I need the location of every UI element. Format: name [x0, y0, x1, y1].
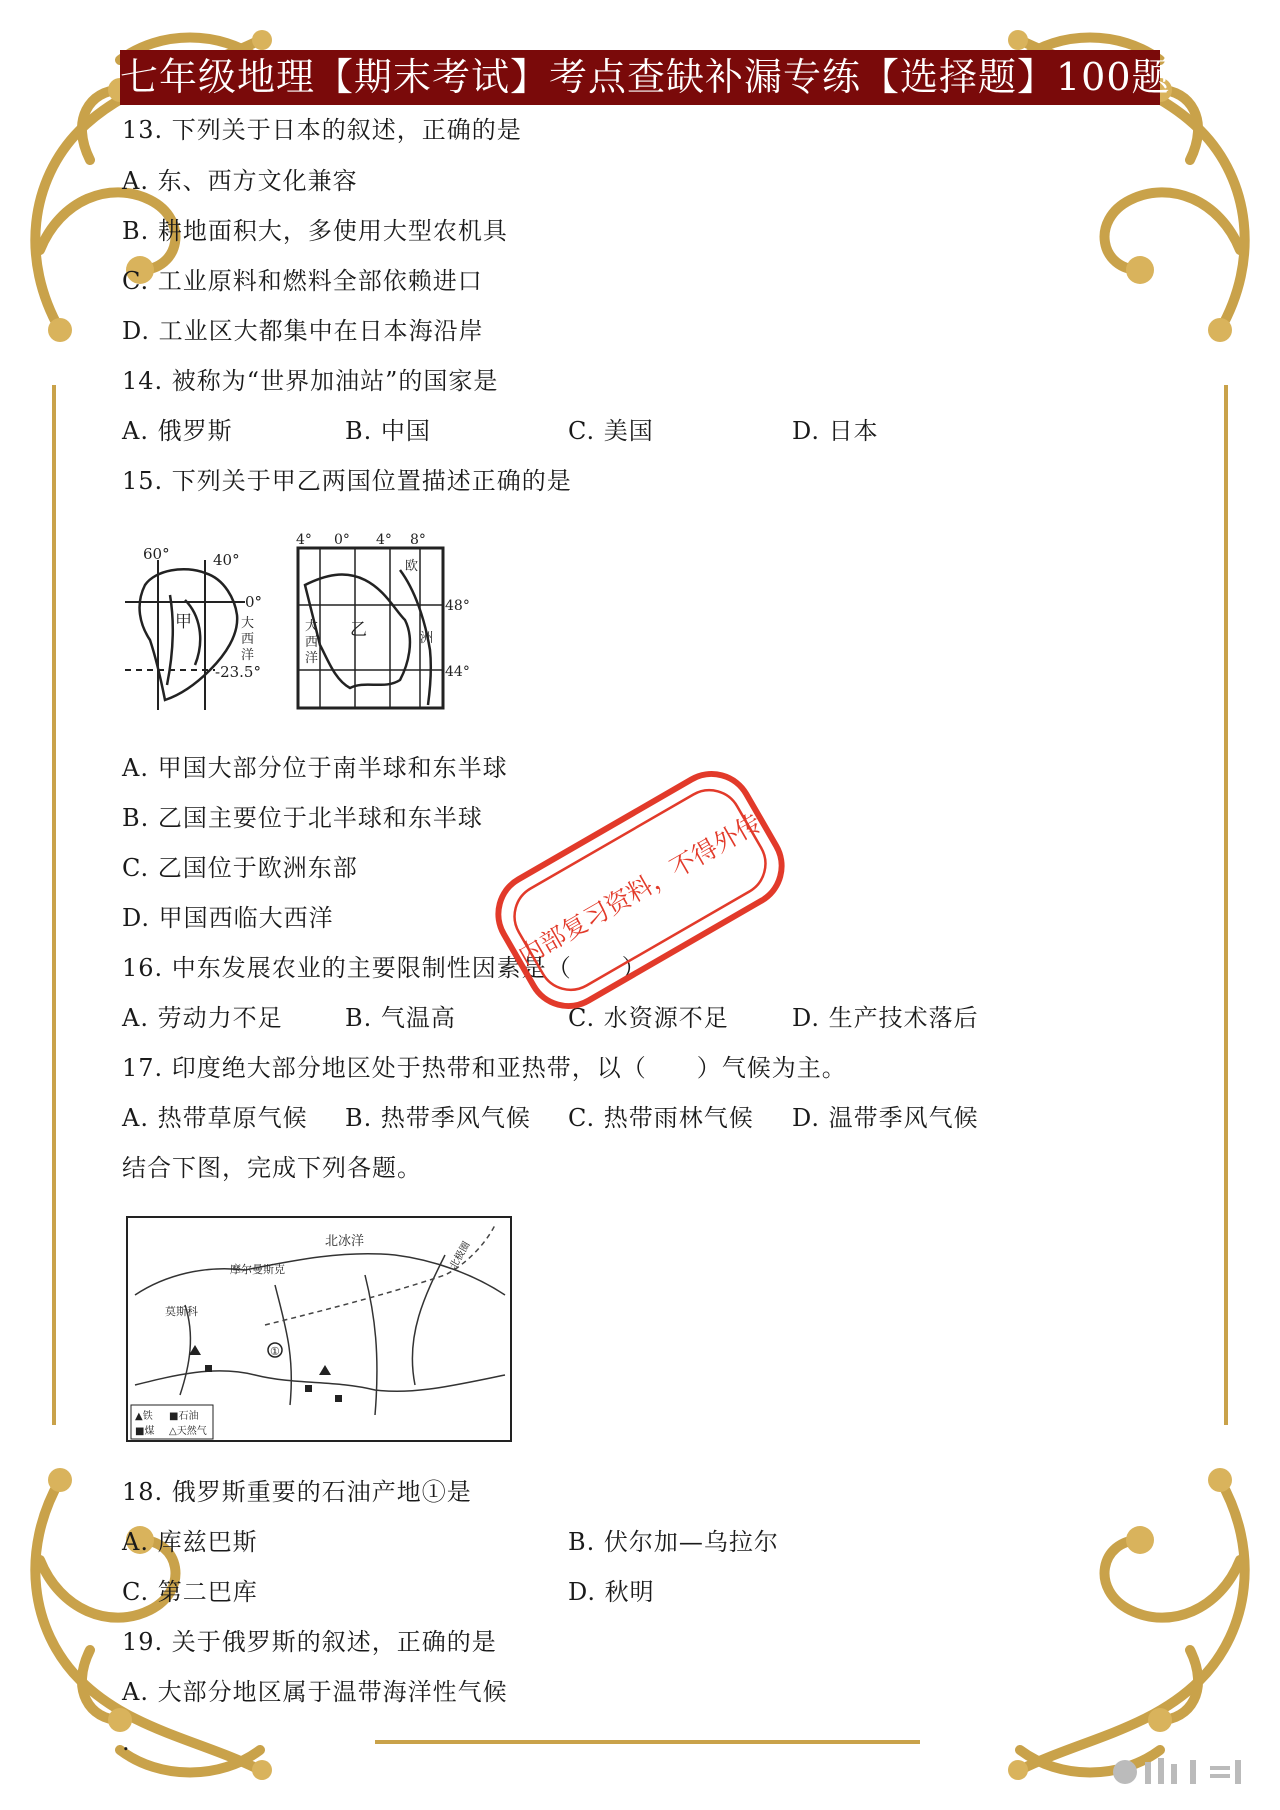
question-13-option-d: D. 工业区大都集中在日本海沿岸	[122, 317, 484, 345]
question-19-continuation: .	[122, 1728, 131, 1756]
watermark-stamp-text: 内部复习资料，不得外传	[513, 808, 767, 971]
question-18-option-a: A. 库兹巴斯	[122, 1528, 258, 1556]
map-country-jia	[125, 545, 285, 715]
map3-legend-gas: △天然气	[169, 1426, 207, 1437]
question-17-option-b: B. 热带季风气候	[345, 1104, 531, 1132]
question-17-option-d: D. 温带季风气候	[792, 1104, 979, 1132]
map2-lat-44: 44°	[445, 664, 470, 680]
question-15-stem: 15. 下列关于甲乙两国位置描述正确的是	[122, 467, 572, 495]
map1-ocean-char-3: 洋	[241, 648, 255, 663]
border-line-left	[52, 385, 56, 1425]
page-title: 七年级地理【期末考试】考点查缺补漏专练【选择题】100题	[120, 50, 1160, 105]
question-17-stem: 17. 印度绝大部分地区处于热带和亚热带，以（ ）气候为主。	[122, 1054, 847, 1082]
map2-continent-char-1: 欧	[405, 559, 419, 574]
map2-country-label: 乙	[350, 620, 367, 640]
map3-legend-oil: ■石油	[169, 1411, 199, 1422]
map2-ocean-char-3: 洋	[305, 651, 319, 666]
question-16-option-b: B. 气温高	[345, 1004, 456, 1032]
map3-city-moscow: 莫斯科	[165, 1305, 198, 1318]
question-14-stem: 14. 被称为“世界加油站”的国家是	[122, 367, 499, 395]
question-15-option-c: C. 乙国位于欧洲东部	[122, 854, 358, 882]
map2-lon-4w: 4°	[296, 532, 312, 548]
map1-lat-0: 0°	[245, 593, 263, 611]
question-15-option-b: B. 乙国主要位于北半球和东半球	[122, 804, 483, 832]
question-16-option-c: C. 水资源不足	[568, 1004, 729, 1032]
map1-ocean-char-1: 大	[241, 616, 255, 631]
question-14-option-b: B. 中国	[345, 417, 431, 445]
border-line-right	[1224, 385, 1228, 1425]
question-16-stem: 16. 中东发展农业的主要限制性因素是（ ）	[122, 954, 647, 982]
question-15-option-a: A. 甲国大部分位于南半球和东半球	[122, 754, 508, 782]
map3-city-murmansk: 摩尔曼斯克	[230, 1263, 285, 1276]
question-19-stem: 19. 关于俄罗斯的叙述，正确的是	[122, 1628, 497, 1656]
question-13-option-c: C. 工业原料和燃料全部依赖进口	[122, 267, 483, 295]
map3-legend-coal: ■煤	[135, 1426, 155, 1437]
map1-country-label: 甲	[175, 612, 192, 632]
instruction-text: 结合下图，完成下列各题。	[122, 1154, 422, 1182]
border-line-bottom	[375, 1740, 920, 1744]
question-13-option-b: B. 耕地面积大，多使用大型农机具	[122, 217, 508, 245]
question-13-stem: 13. 下列关于日本的叙述，正确的是	[122, 116, 522, 144]
question-14-option-c: C. 美国	[568, 417, 654, 445]
question-16-option-d: D. 生产技术落后	[792, 1004, 979, 1032]
question-19-option-a: A. 大部分地区属于温带海洋性气候	[122, 1678, 508, 1706]
map1-lon-40: 40°	[213, 551, 240, 569]
map3-marker-1: ①	[270, 1345, 280, 1358]
map-russia	[125, 1215, 515, 1445]
map2-lon-0: 0°	[334, 532, 350, 548]
map-country-yi	[290, 530, 470, 715]
map2-ocean-char-1: 大	[305, 619, 319, 634]
map1-ocean-char-2: 西	[241, 632, 255, 647]
question-18-option-d: D. 秋明	[568, 1578, 655, 1606]
map3-arctic-circle-label: 北极圈	[448, 1240, 473, 1272]
question-17-option-a: A. 热带草原气候	[122, 1104, 308, 1132]
watermark-stamp	[470, 760, 810, 1020]
map3-ocean-label: 北冰洋	[325, 1234, 365, 1249]
question-14-option-a: A. 俄罗斯	[122, 417, 233, 445]
map2-continent-char-2: 洲	[420, 631, 434, 646]
map2-ocean-char-2: 西	[305, 635, 319, 650]
question-14-option-d: D. 日本	[792, 417, 879, 445]
map2-lon-4e: 4°	[376, 532, 392, 548]
question-16-option-a: A. 劳动力不足	[122, 1004, 283, 1032]
map2-lat-48: 48°	[445, 598, 470, 614]
question-17-option-c: C. 热带雨林气候	[568, 1104, 754, 1132]
question-18-option-c: C. 第二巴库	[122, 1578, 258, 1606]
question-18-stem: 18. 俄罗斯重要的石油产地①是	[122, 1478, 472, 1506]
map1-lat-23: -23.5°	[215, 663, 261, 681]
map2-lon-8: 8°	[410, 532, 426, 548]
question-13-option-a: A. 东、西方文化兼容	[122, 167, 358, 195]
question-18-option-b: B. 伏尔加—乌拉尔	[568, 1528, 779, 1556]
map1-lon-60: 60°	[143, 545, 170, 563]
map3-legend-iron: ▲铁	[135, 1411, 153, 1422]
watermark-icons	[1110, 1752, 1260, 1792]
question-15-option-d: D. 甲国西临大西洋	[122, 904, 334, 932]
